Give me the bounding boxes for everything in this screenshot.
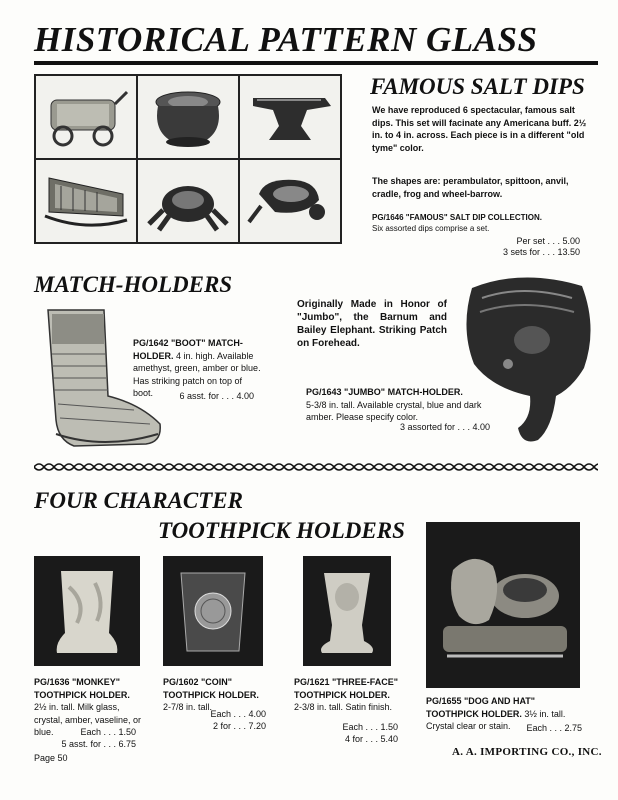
four-character-heading: FOUR CHARACTER: [34, 488, 243, 513]
three-face-toothpick-price-four: 4 for . . . 5.40: [344, 734, 398, 744]
jumbo-match-holder-code: PG/1643 "JUMBO" MATCH-HOLDER.: [306, 387, 463, 397]
toothpick-holders-heading: TOOTHPICK HOLDERS: [158, 518, 405, 543]
spittoon-photo: [137, 75, 239, 159]
monkey-toothpick-details: 2½ in. tall. Milk glass, crystal, amber, vaseline, or blue.: [34, 702, 142, 737]
dog-and-hat-toothpick-price-each: Each . . . 2.75: [526, 723, 582, 733]
three-face-toothpick-description: [294, 676, 406, 714]
monkey-toothpick-price-each: Each . . . 1.50: [80, 727, 136, 737]
anvil-photo: [239, 75, 341, 159]
monkey-toothpick-code: PG/1636 "MONKEY" TOOTHPICK HOLDER.: [34, 677, 130, 700]
monkey-toothpick-price-assorted: 5 asst. for . . . 6.75: [61, 739, 136, 749]
three-face-toothpick-code: PG/1621 "THREE-FACE" TOOTHPICK HOLDER.: [294, 677, 399, 700]
three-face-toothpick-price-each: Each . . . 1.50: [342, 722, 398, 732]
salt-dip-photo-grid: [34, 74, 342, 244]
perambulator-photo: [35, 75, 137, 159]
company-name: A. A. IMPORTING CO., INC.: [452, 746, 602, 758]
salt-dips-product-code: PG/1646 "FAMOUS" SALT DIP COLLECTION.: [372, 213, 542, 222]
dog-and-hat-toothpick-details: 3½ in. tall. Crystal clear or stain.: [426, 708, 566, 731]
decorative-chain-divider: [34, 461, 598, 473]
jumbo-match-holder-details: 5-3/8 in. tall. Available crystal, blue and dark amber. Please specify color.: [306, 399, 482, 422]
salt-dips-price-3sets: 3 sets for . . . 13.50: [502, 247, 580, 257]
boot-match-holder-price: 6 asst. for . . . 4.00: [179, 391, 254, 401]
boot-match-holder-details: 4 in. high. Available amethyst, green, amber or blue. Has striking patch on top of boot.: [133, 350, 261, 398]
three-face-toothpick-details: 2-3/8 in. tall. Satin finish.: [294, 702, 393, 712]
salt-dips-shapes: The shapes are: perambulator, spittoon, anvil, cradle, frog and wheel-barrow.: [372, 176, 569, 199]
coin-toothpick-details: 2-7/8 in. tall.: [163, 702, 213, 712]
boot-match-holder-code: PG/1642 "BOOT" MATCH-HOLDER.: [133, 338, 243, 361]
three-face-toothpick-photo: [303, 556, 391, 666]
salt-dips-heading: FAMOUS SALT DIPS: [370, 74, 585, 99]
monkey-toothpick-photo: [34, 556, 140, 666]
jumbo-intro: Originally Made in Honor of "Jumbo", the Barnum and Bailey Elephant. Striking Patch on Forehead.: [297, 299, 447, 349]
cradle-photo: [35, 159, 137, 243]
jumbo-match-holder-price: 3 assorted for . . . 4.00: [399, 422, 490, 432]
page-title: HISTORICAL PATTERN GLASS: [34, 20, 538, 59]
coin-toothpick-code: PG/1602 "COIN" TOOTHPICK HOLDER.: [163, 677, 259, 700]
page-number: Page 50: [34, 753, 68, 763]
title-underline: [34, 61, 598, 65]
match-holders-heading: MATCH-HOLDERS: [34, 272, 233, 297]
salt-dips-set-note: Six assorted dips comprise a set.: [372, 224, 490, 233]
coin-toothpick-price-each: Each . . . 4.00: [210, 709, 266, 719]
dog-and-hat-toothpick-photo: [426, 522, 580, 688]
coin-toothpick-price-two: 2 for . . . 7.20: [212, 721, 266, 731]
frog-photo: [137, 159, 239, 243]
coin-toothpick-photo: [163, 556, 263, 666]
salt-dips-price-set: Per set . . . 5.00: [516, 236, 580, 246]
salt-dips-description: We have reproduced 6 spectacular, famous salt dips. This set will facinate any Americana buff. 2½ in. to 4 in. across. Each piece is in a different "old tyme" color.: [372, 105, 587, 153]
wheel-barrow-photo: [239, 159, 341, 243]
dog-and-hat-toothpick-code: PG/1655 "DOG AND HAT" TOOTHPICK HOLDER.: [426, 696, 536, 719]
jumbo-match-holder-description: [306, 386, 494, 424]
